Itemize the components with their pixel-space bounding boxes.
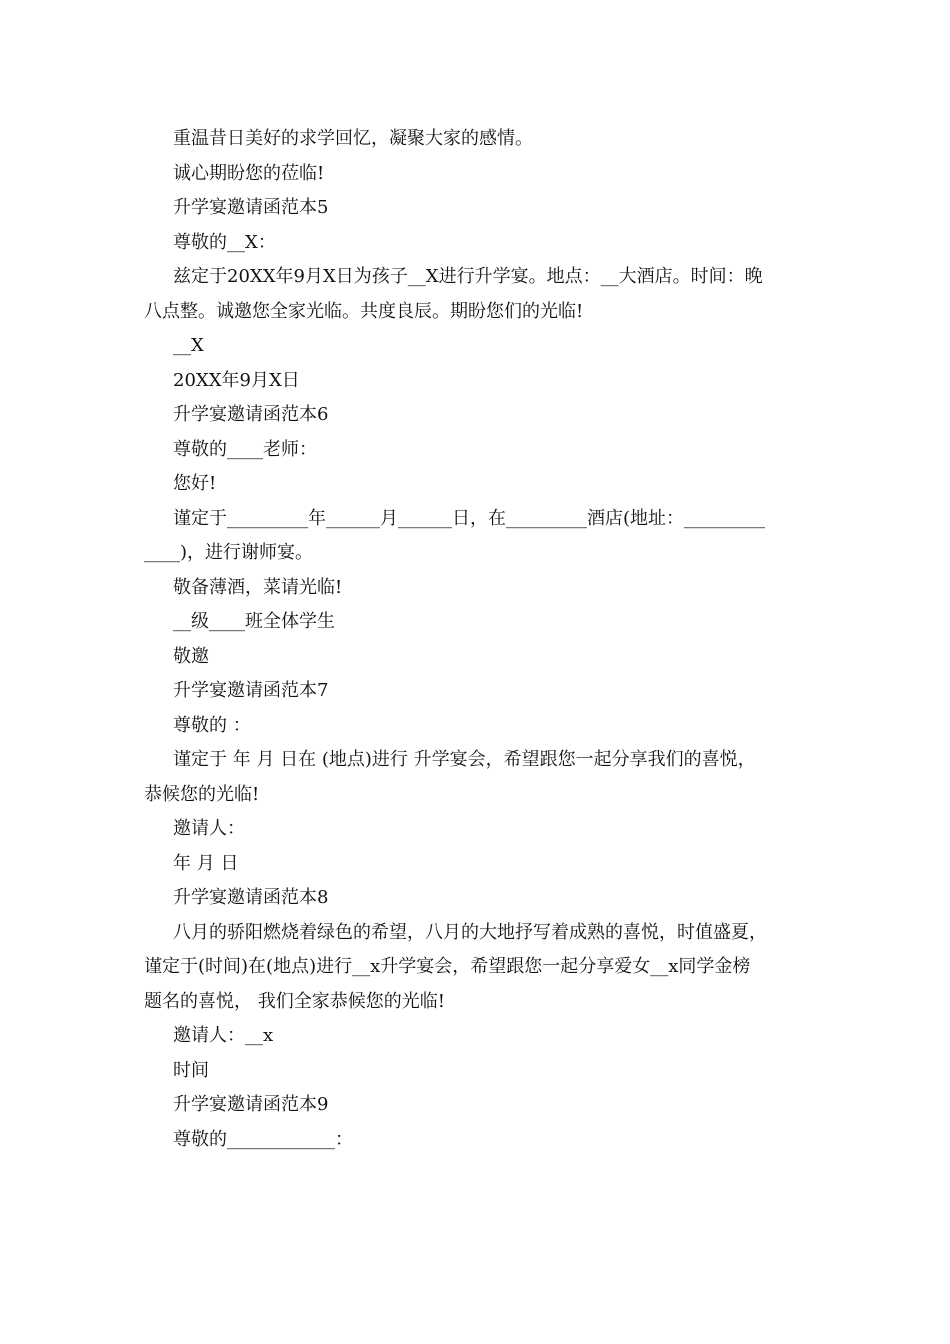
text-line: 敬邀 <box>173 645 209 667</box>
text-line: 诚心期盼您的莅临! <box>173 162 325 184</box>
text-line: 您好! <box>173 473 217 494</box>
text-line: 尊敬的 ： <box>173 714 251 736</box>
text-line: 邀请人： <box>173 818 245 839</box>
text-line: 尊敬的____________： <box>173 1128 353 1150</box>
text-line: 尊敬的____老师： <box>173 438 317 460</box>
text-line: 升学宴邀请函范本6 <box>173 404 329 425</box>
text-line: 兹定于20XX年9月X日为孩子__X进行升学宴。地点：__大酒店。时间：晚 <box>173 266 763 287</box>
text-line: 重温昔日美好的求学回忆，凝聚大家的感情。 <box>173 128 533 149</box>
text-line: __X <box>173 335 204 356</box>
text-line: 升学宴邀请函范本9 <box>173 1094 329 1115</box>
text-line: 时间 <box>173 1059 209 1081</box>
text-line: 年 月 日 <box>173 852 239 874</box>
text-line: 敬备薄酒，菜请光临! <box>173 576 343 598</box>
text-line: 谨定于 年 月 日在 (地点)进行 升学宴会，希望跟您一起分享我们的喜悦， <box>173 749 756 770</box>
text-line: 题名的喜悦， 我们全家恭候您的光临! <box>144 990 445 1012</box>
text-line: 八月的骄阳燃烧着绿色的希望，八月的大地抒写着成熟的喜悦，时值盛夏， <box>173 921 767 943</box>
text-line: __级____班全体学生 <box>173 611 335 632</box>
text-line: 八点整。诚邀您全家光临。共度良辰。期盼您们的光临! <box>144 300 584 322</box>
text-line: 谨定于(时间)在(地点)进行__x升学宴会，希望跟您一起分享爱女__x同学金榜 <box>144 956 751 977</box>
text-line: ____)，进行谢师宴。 <box>144 542 314 563</box>
text-line: 尊敬的__X： <box>173 231 276 253</box>
text-line: 升学宴邀请函范本8 <box>173 887 329 908</box>
text-line: 升学宴邀请函范本5 <box>173 197 329 218</box>
text-line: 邀请人：__x <box>173 1025 274 1046</box>
document-body <box>144 122 806 1157</box>
text-line: 恭候您的光临! <box>144 783 260 805</box>
text-line: 20XX年9月X日 <box>173 369 300 391</box>
text-line: 谨定于_________年______月______日，在_________酒店(地址：_________ <box>173 507 766 529</box>
text-line: 升学宴邀请函范本7 <box>173 680 329 701</box>
